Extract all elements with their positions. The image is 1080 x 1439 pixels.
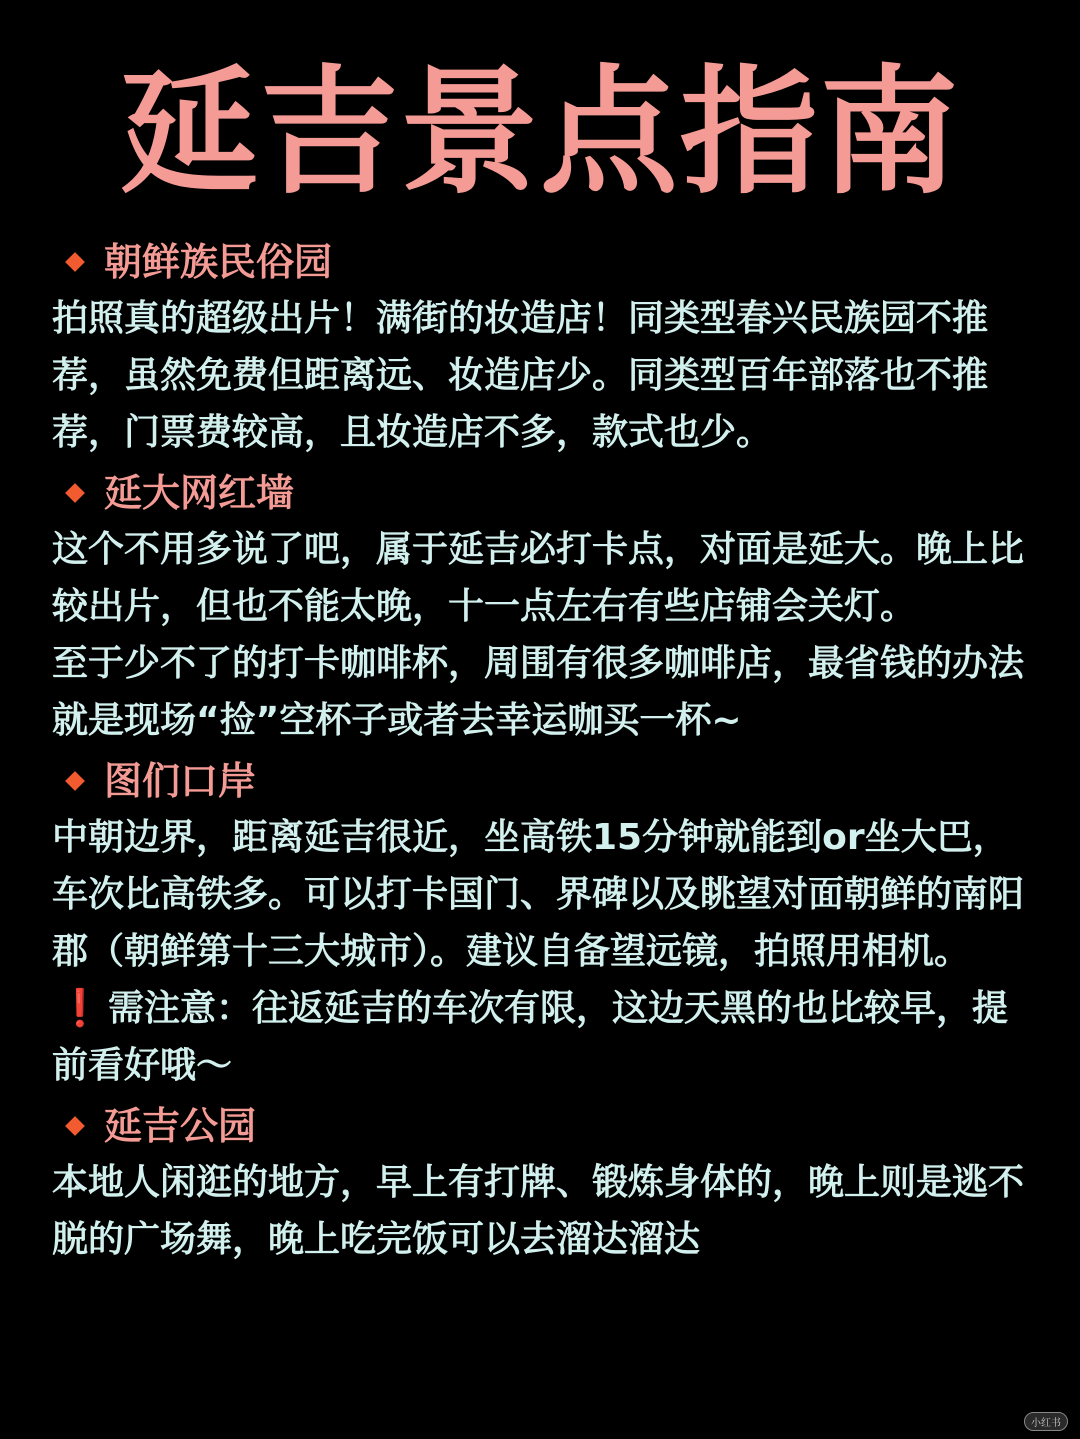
section-heading-text: 图们口岸 xyxy=(104,759,257,803)
section-tumen-port xyxy=(52,753,1042,1094)
section-paragraph: 这个不用多说了吧，属于延吉必打卡点，对面是延大。晚上比较出片，但也不能太晚，十一点左右有些店铺会关灯。 xyxy=(52,529,1025,627)
section-yanda-wall xyxy=(52,465,1042,749)
section-heading xyxy=(64,1098,1042,1154)
section-heading xyxy=(64,753,1042,809)
section-paragraph: 拍照真的超级出片！满街的妆造店！同类型春兴民族园不推荐，虽然免费但距离远、妆造店少。同类型百年部落也不推荐，门票费较高，且妆造店不多，款式也少。 xyxy=(52,298,989,453)
diamond-bullet-icon xyxy=(65,252,85,272)
section-paragraph: 中朝边界，距离延吉很近，坐高铁15分钟就能到or坐大巴，车次比高铁多。可以打卡国门、界碑以及眺望对面朝鲜的南阳郡（朝鲜第十三大城市）。建议自备望远镜，拍照用相机。 xyxy=(52,817,1025,972)
content xyxy=(52,230,1042,1268)
diamond-bullet-icon xyxy=(65,771,85,791)
section-paragraph: 至于少不了的打卡咖啡杯，周围有很多咖啡店，最省钱的办法就是现场“捡”空杯子或者去幸运咖买一杯~ xyxy=(52,643,1025,741)
section-heading-text: 延吉公园 xyxy=(104,1104,257,1148)
section-folk-village xyxy=(52,234,1042,461)
exclamation-icon: ❗ xyxy=(57,988,103,1029)
section-yanji-park xyxy=(52,1098,1042,1268)
section-paragraph: 本地人闲逛的地方，早上有打牌、锻炼身体的，晚上则是逃不脱的广场舞，晚上吃完饭可以去溜达溜达 xyxy=(52,1162,1025,1260)
watermark-logo: 小红书 xyxy=(1024,1412,1068,1431)
page-title: 延吉景点指南 xyxy=(119,52,960,213)
diamond-bullet-icon xyxy=(65,1116,85,1136)
section-heading-text: 朝鲜族民俗园 xyxy=(104,240,333,284)
diamond-bullet-icon xyxy=(65,483,85,503)
section-note xyxy=(52,980,1042,1094)
section-note-text: 需注意：往返延吉的车次有限，这边天黑的也比较早，提前看好哦～ xyxy=(52,988,1009,1086)
section-heading xyxy=(64,234,1042,290)
section-heading xyxy=(64,465,1042,521)
section-heading-text: 延大网红墙 xyxy=(104,471,295,515)
